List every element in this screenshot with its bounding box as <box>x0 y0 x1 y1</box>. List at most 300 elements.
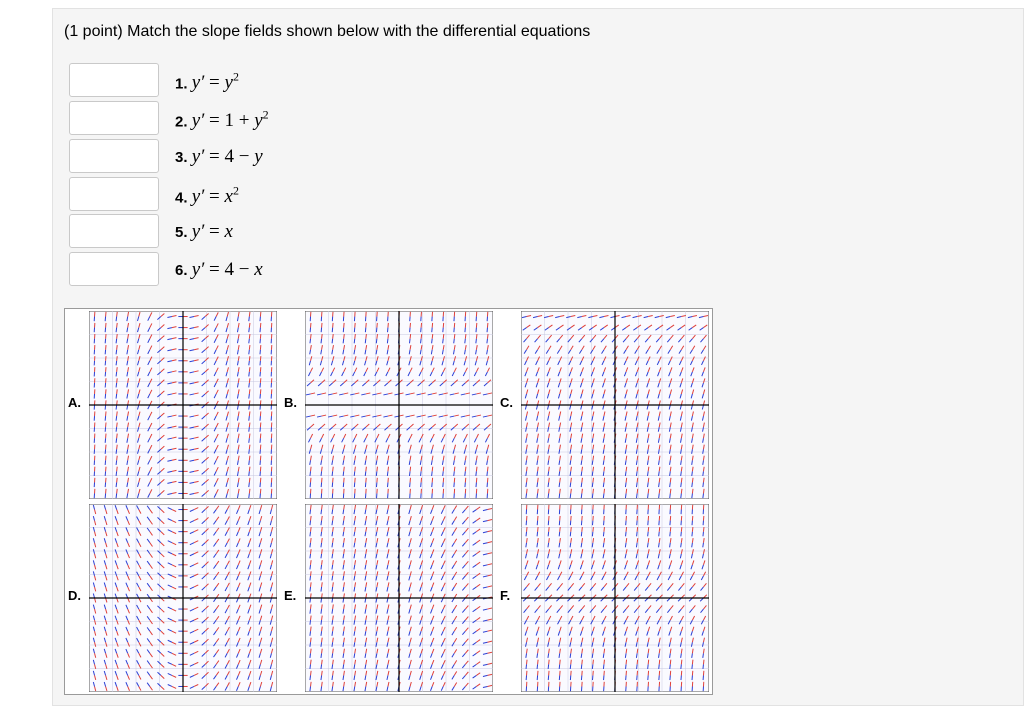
slope-segment <box>637 527 638 532</box>
slope-segment <box>333 660 334 665</box>
slope-segment <box>670 489 671 494</box>
slope-segment <box>321 532 322 537</box>
slope-segment <box>560 538 561 543</box>
slope-segment <box>571 456 572 461</box>
slope-segment <box>593 489 594 494</box>
slope-segment <box>310 543 311 548</box>
slope-segment <box>343 471 344 476</box>
slope-segment <box>249 434 250 439</box>
equation-math: y′ = 4 − x <box>191 259 263 280</box>
slope-segment <box>117 389 118 394</box>
slope-segment <box>636 482 637 487</box>
slope-segment <box>343 609 344 614</box>
slope-segment <box>321 653 322 658</box>
slope-segment <box>322 649 323 654</box>
slope-segment <box>454 339 455 344</box>
slope-segment <box>559 482 560 487</box>
slope-segment <box>548 482 549 487</box>
slope-segment <box>322 582 323 587</box>
slope-segment <box>322 334 323 339</box>
slope-segment <box>681 482 682 487</box>
slope-segment <box>582 538 583 543</box>
slope-segment <box>703 493 704 498</box>
slope-segment <box>692 471 693 476</box>
slope-segment <box>549 478 550 483</box>
slope-segment <box>626 649 627 654</box>
slope-segment <box>692 538 693 543</box>
slope-segment <box>527 649 528 654</box>
slope-field-plot <box>521 311 709 499</box>
slope-segment <box>249 312 250 317</box>
slope-segment <box>527 489 528 494</box>
slope-segment <box>249 493 250 498</box>
slope-segment <box>344 604 345 609</box>
slope-segment <box>659 467 660 472</box>
slope-segment <box>487 467 488 472</box>
slope-segment <box>310 631 311 636</box>
slope-segment <box>117 334 118 339</box>
slope-segment <box>603 543 604 548</box>
slope-segment <box>604 527 605 532</box>
slope-segment <box>117 434 118 439</box>
equation-number: 6. <box>175 262 192 279</box>
slope-segment <box>670 660 671 665</box>
slope-segment <box>571 649 572 654</box>
slope-segment <box>659 653 660 658</box>
answer-input-3[interactable] <box>69 139 159 173</box>
slope-segment <box>421 334 422 339</box>
equation-math: y′ = x <box>191 221 233 242</box>
slope-segment <box>692 478 693 483</box>
slope-segment <box>703 527 704 532</box>
slope-segment <box>626 664 627 669</box>
slope-segment <box>377 467 378 472</box>
slope-segment <box>648 527 649 532</box>
slope-segment <box>548 543 549 548</box>
slope-segment <box>487 471 488 476</box>
slope-segment <box>659 527 660 532</box>
slope-segment <box>692 649 693 654</box>
slope-segment <box>581 482 582 487</box>
slope-segment <box>249 438 250 443</box>
slope-segment <box>310 554 311 559</box>
slope-segment <box>333 638 334 643</box>
slope-segment <box>626 467 627 472</box>
slope-segment <box>249 460 250 465</box>
slope-segment <box>582 527 583 532</box>
slope-segment <box>526 543 527 548</box>
slope-segment <box>582 478 583 483</box>
answer-input-6[interactable] <box>69 252 159 286</box>
slope-segment <box>571 467 572 472</box>
slope-segment <box>321 664 322 669</box>
slope-segment <box>648 664 649 669</box>
slope-segment <box>637 538 638 543</box>
slope-segment <box>249 394 250 399</box>
slope-segment <box>637 489 638 494</box>
slope-segment <box>311 571 312 576</box>
slope-segment <box>311 538 312 543</box>
slope-segment <box>681 478 682 483</box>
slope-segment <box>570 493 571 498</box>
equation-number: 1. <box>175 75 192 93</box>
slope-segment <box>332 620 333 625</box>
slope-segment <box>537 664 538 669</box>
slope-segment <box>311 616 312 621</box>
slope-segment <box>311 627 312 632</box>
slope-segment <box>333 604 334 609</box>
slope-segment <box>527 538 528 543</box>
slope-segment <box>659 460 660 465</box>
slope-segment <box>659 478 660 483</box>
slope-segment <box>321 675 322 680</box>
slope-segment <box>332 554 333 559</box>
slope-segment <box>366 334 367 339</box>
slope-segment <box>560 478 561 483</box>
slope-segment <box>322 638 323 643</box>
slope-segment <box>648 467 649 472</box>
slope-segment <box>538 649 539 654</box>
slope-field-label: F. <box>500 588 511 603</box>
slope-segment <box>343 510 344 515</box>
slope-segment <box>626 478 627 483</box>
slope-segment <box>322 671 323 676</box>
slope-segment <box>322 549 323 554</box>
slope-segment <box>527 527 528 532</box>
slope-segment <box>343 642 344 647</box>
slope-segment <box>560 660 561 665</box>
slope-segment <box>249 339 250 344</box>
slope-segment <box>559 471 560 476</box>
slope-segment <box>344 527 345 532</box>
slope-segment <box>571 527 572 532</box>
slope-segment <box>560 456 561 461</box>
slope-segment <box>343 554 344 559</box>
slope-segment <box>636 653 637 658</box>
slope-segment <box>310 532 311 537</box>
slope-field-plot <box>305 504 493 692</box>
slope-segment <box>321 510 322 515</box>
slope-segment <box>117 423 118 428</box>
slope-segment <box>581 543 582 548</box>
slope-segment <box>322 538 323 543</box>
slope-segment <box>692 660 693 665</box>
slope-segment <box>559 664 560 669</box>
slope-segment <box>560 489 561 494</box>
slope-segment <box>526 493 527 498</box>
slope-segment <box>322 516 323 521</box>
slope-segment <box>249 427 250 432</box>
slope-segment <box>592 664 593 669</box>
slope-segment <box>117 323 118 328</box>
slope-segment <box>322 682 323 687</box>
slope-segment <box>310 664 311 669</box>
slope-segment <box>647 543 648 548</box>
slope-segment <box>637 532 638 537</box>
slope-segment <box>333 505 334 510</box>
slope-segment <box>344 660 345 665</box>
slope-segment <box>388 334 389 339</box>
slope-segment <box>648 649 649 654</box>
slope-segment <box>311 560 312 565</box>
slope-segment <box>117 489 118 494</box>
slope-segment <box>603 471 604 476</box>
slope-segment <box>333 516 334 521</box>
slope-segment <box>344 649 345 654</box>
slope-segment <box>465 471 466 476</box>
slope-segment <box>549 467 550 472</box>
slope-segment <box>571 538 572 543</box>
slope-segment <box>681 660 682 665</box>
slope-segment <box>548 664 549 669</box>
equation-number: 4. <box>175 189 192 207</box>
slope-segment <box>421 471 422 476</box>
slope-segment <box>344 571 345 576</box>
slope-segment <box>321 576 322 581</box>
slope-segment <box>332 339 333 344</box>
slope-segment <box>332 576 333 581</box>
slope-segment <box>333 571 334 576</box>
slope-segment <box>648 660 649 665</box>
slope-segment <box>333 649 334 654</box>
slope-segment <box>432 334 433 339</box>
slope-segment <box>681 532 682 537</box>
slope-segment <box>311 334 312 339</box>
slope-segment <box>333 593 334 598</box>
slope-segment <box>681 460 682 465</box>
slope-segment <box>626 660 627 665</box>
slope-segment <box>637 456 638 461</box>
slope-segment <box>537 532 538 537</box>
slope-segment <box>116 471 117 476</box>
slope-segment <box>659 538 660 543</box>
slope-segment <box>648 538 649 543</box>
slope-segment <box>432 467 433 472</box>
slope-segment <box>592 471 593 476</box>
slope-segment <box>454 467 455 472</box>
slope-segment <box>537 471 538 476</box>
slope-segment <box>581 471 582 476</box>
slope-segment <box>117 367 118 372</box>
slope-segment <box>465 467 466 472</box>
slope-segment <box>332 471 333 476</box>
slope-segment <box>116 350 117 355</box>
slope-segment <box>626 489 627 494</box>
slope-segment <box>310 653 311 658</box>
slope-segment <box>526 471 527 476</box>
equation-math: y′ = 4 − y <box>191 146 263 167</box>
slope-segment <box>703 471 704 476</box>
slope-segment <box>659 649 660 654</box>
slope-segment <box>321 686 322 691</box>
slope-segment <box>311 527 312 532</box>
slope-segment <box>626 456 627 461</box>
slope-field-plot <box>521 504 709 692</box>
answer-input-5[interactable] <box>69 214 159 248</box>
slope-segment <box>549 527 550 532</box>
problem-prompt: (1 point) Match the slope fields shown below with the differential equations <box>64 23 591 40</box>
slope-segment <box>249 478 250 483</box>
slope-segment <box>647 460 648 465</box>
slope-segment <box>703 467 704 472</box>
slope-segment <box>527 660 528 665</box>
slope-segment <box>476 467 477 472</box>
slope-segment <box>526 664 527 669</box>
slope-segment <box>670 456 671 461</box>
slope-segment <box>703 543 704 548</box>
slope-segment <box>581 653 582 658</box>
slope-segment <box>703 660 704 665</box>
slope-segment <box>117 456 118 461</box>
slope-segment <box>603 664 604 669</box>
slope-segment <box>659 543 660 548</box>
slope-segment <box>625 471 626 476</box>
slope-field-b <box>281 309 497 502</box>
slope-segment <box>421 339 422 344</box>
slope-segment <box>681 471 682 476</box>
slope-field-label: A. <box>68 395 81 410</box>
slope-segment <box>311 467 312 472</box>
slope-segment <box>659 489 660 494</box>
slope-segment <box>625 543 626 548</box>
slope-segment <box>333 616 334 621</box>
slope-segment <box>581 532 582 537</box>
slope-segment <box>343 598 344 603</box>
slope-segment <box>526 460 527 465</box>
slope-segment <box>604 467 605 472</box>
slope-segment <box>365 471 366 476</box>
slope-segment <box>670 482 671 487</box>
slope-segment <box>538 660 539 665</box>
slope-segment <box>333 334 334 339</box>
equation-label <box>175 259 263 281</box>
slope-segment <box>332 587 333 592</box>
slope-segment <box>332 598 333 603</box>
slope-segment <box>593 649 594 654</box>
slope-segment <box>604 538 605 543</box>
slope-segment <box>344 593 345 598</box>
slope-segment <box>344 467 345 472</box>
slope-segment <box>659 532 660 537</box>
slope-segment <box>343 565 344 570</box>
slope-segment <box>526 532 527 537</box>
slope-segment <box>476 339 477 344</box>
slope-segment <box>604 489 605 494</box>
slope-segment <box>332 565 333 570</box>
slope-segment <box>703 538 704 543</box>
slope-segment <box>648 456 649 461</box>
slope-segment <box>692 527 693 532</box>
slope-segment <box>322 616 323 621</box>
slope-segment <box>332 521 333 526</box>
slope-segment <box>249 489 250 494</box>
slope-segment <box>432 339 433 344</box>
slope-segment <box>343 653 344 658</box>
slope-segment <box>322 571 323 576</box>
slope-segment <box>321 565 322 570</box>
slope-segment <box>322 593 323 598</box>
slope-segment <box>570 653 571 658</box>
slope-segment <box>570 664 571 669</box>
slope-segment <box>538 538 539 543</box>
slope-segment <box>582 489 583 494</box>
slope-segment <box>116 427 117 432</box>
slope-segment <box>681 543 682 548</box>
slope-segment <box>703 649 704 654</box>
slope-segment <box>527 456 528 461</box>
slope-segment <box>332 543 333 548</box>
answer-input-1[interactable] <box>69 63 159 97</box>
slope-segment <box>571 489 572 494</box>
equation-label <box>175 146 263 168</box>
equation-number: 3. <box>175 149 192 166</box>
slope-segment <box>249 467 250 472</box>
slope-segment <box>703 478 704 483</box>
slope-segment <box>249 423 250 428</box>
slope-segment <box>343 664 344 669</box>
answer-input-2[interactable] <box>69 101 159 135</box>
slope-segment <box>116 438 117 443</box>
slope-segment <box>670 649 671 654</box>
slope-segment <box>249 372 250 377</box>
slope-segment <box>343 532 344 537</box>
slope-segment <box>703 653 704 658</box>
slope-segment <box>310 576 311 581</box>
equation-label <box>175 108 269 132</box>
slope-segment <box>681 653 682 658</box>
slope-segment <box>670 538 671 543</box>
slope-segment <box>321 598 322 603</box>
slope-segment <box>116 328 117 333</box>
slope-segment <box>581 460 582 465</box>
slope-segment <box>116 372 117 377</box>
slope-segment <box>311 649 312 654</box>
slope-segment <box>548 460 549 465</box>
slope-segment <box>354 339 355 344</box>
slope-segment <box>570 532 571 537</box>
slope-segment <box>604 649 605 654</box>
slope-segment <box>344 638 345 643</box>
slope-segment <box>332 510 333 515</box>
slope-segment <box>692 543 693 548</box>
slope-segment <box>310 686 311 691</box>
slope-segment <box>343 675 344 680</box>
equation-label <box>175 221 233 243</box>
slope-segment <box>703 460 704 465</box>
slope-segment <box>559 543 560 548</box>
equation-number: 5. <box>175 224 192 241</box>
slope-segment <box>432 471 433 476</box>
slope-field-plot <box>89 311 277 499</box>
slope-segment <box>487 339 488 344</box>
slope-segment <box>310 565 311 570</box>
slope-segment <box>648 493 649 498</box>
slope-segment <box>117 378 118 383</box>
slope-segment <box>538 456 539 461</box>
slope-segment <box>344 671 345 676</box>
slope-segment <box>332 631 333 636</box>
slope-segment <box>648 532 649 537</box>
slope-segment <box>647 653 648 658</box>
slope-segment <box>681 493 682 498</box>
answer-input-4[interactable] <box>69 177 159 211</box>
slope-segment <box>670 532 671 537</box>
slope-segment <box>560 527 561 532</box>
slope-segment <box>343 686 344 691</box>
slope-segment <box>117 312 118 317</box>
slope-segment <box>570 471 571 476</box>
slope-segment <box>322 604 323 609</box>
